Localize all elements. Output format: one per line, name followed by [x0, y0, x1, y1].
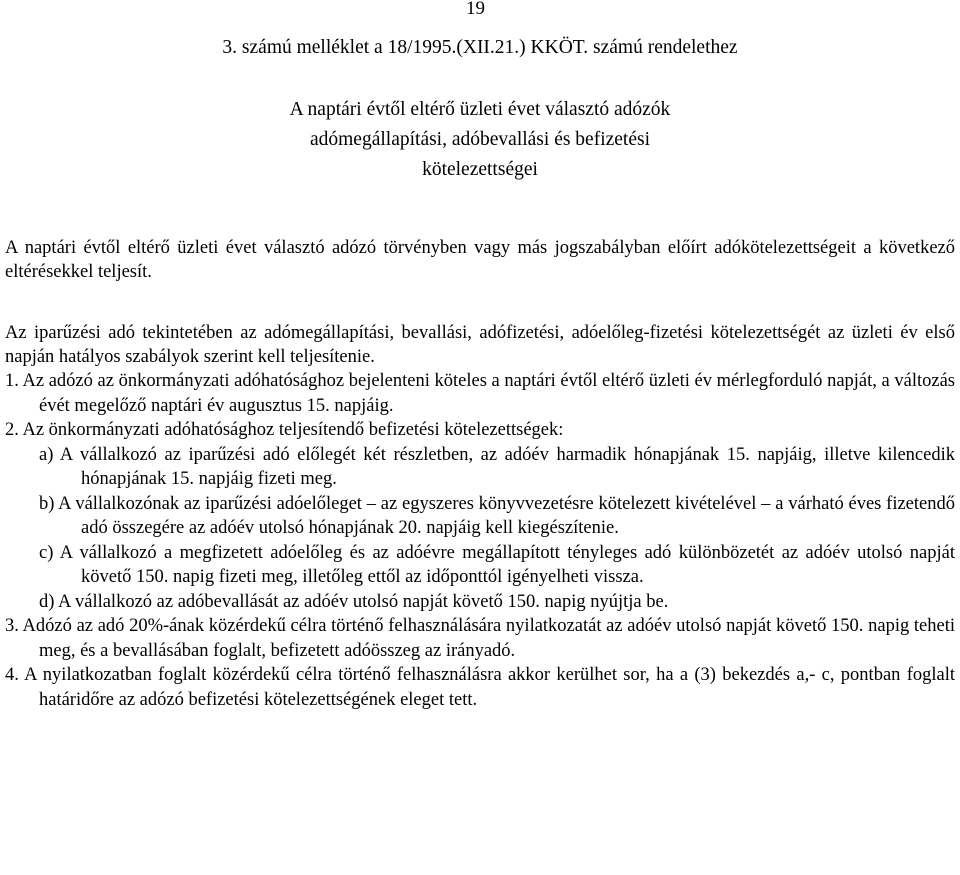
list-item-4: 4. A nyilatkozatban foglalt közérdekű célra történő felhasználásra akkor kerülhet sor, ha a (3) bekezdés a,- c, pontban foglalt határidőre az adózó befizetési kötelezettségének eleget tett.: [5, 665, 955, 710]
intro-paragraph: A naptári évtől eltérő üzleti évet választó adózó törvényben vagy más jogszabályban előírt adókötelezettségeit a következő eltérésekkel teljesít.: [5, 238, 955, 282]
numbered-list: [5, 369, 955, 712]
page-number: 19: [466, 0, 485, 19]
sub-item-d: d) A vállalkozó az adóbevallását az adóév utolsó napját követő 150. napig nyújtja be.: [39, 591, 669, 612]
list-item-2: 2. Az önkormányzati adóhatósághoz teljesítendő befizetési kötelezettségek:: [5, 420, 564, 440]
sub-item-a: a) A vállalkozó az iparűzési adó előlegét két részletben, az adóév harmadik hónapjának 15. napjáig, illetve kilencedik hónapjának 15. napjáig fizeti meg.: [39, 444, 955, 489]
list-item-3: 3. Adózó az adó 20%-ának közérdekű célra történő felhasználására nyilatkozatát az adóév utolsó napját követő 150. napig teheti meg, és a bevallásában foglalt, befizetett adóösszeg az irányadó.: [5, 616, 955, 661]
main-paragraph: Az iparűzési adó tekintetében az adómegállapítási, bevallási, adófizetési, adóelőleg-fizetési kötelezettségét az üzleti év első napján hatályos szabályok szerint kell teljesítenie.: [5, 323, 955, 367]
sub-item-c: c) A vállalkozó a megfizetett adóelőleg és az adóévre megállapított tényleges adó különbözetét az adóév utolsó napját követő 150. napig fizeti meg, illetőleg ettől az időponttól igényelheti vissza.: [39, 542, 955, 587]
list-item-1: 1. Az adózó az önkormányzati adóhatósághoz bejelenteni köteles a naptári évtől eltérő üzleti év mérlegforduló napját, a változás évét megelőző naptári év augusztus 15. napjáig.: [5, 371, 955, 416]
heading-line-2: adómegállapítási, adóbevallási és befizetési: [309, 129, 651, 150]
annex-title: 3. számú melléklet a 18/1995.(XII.21.) KKÖT. számú rendelethez: [222, 37, 738, 58]
heading-line-3: kötelezettségei: [422, 159, 538, 180]
document-heading: [0, 95, 960, 185]
sub-item-b: b) A vállalkozónak az iparűzési adóelőleget – az egyszeres könyvvezetésre kötelezett kivételével – a várható éves fizetendő adó összegére az adóév utolsó hónapjának 20. napjáig kell kiegészítenie.: [39, 493, 955, 538]
heading-line-1: A naptári évtől eltérő üzleti évet választó adózók: [289, 99, 671, 120]
